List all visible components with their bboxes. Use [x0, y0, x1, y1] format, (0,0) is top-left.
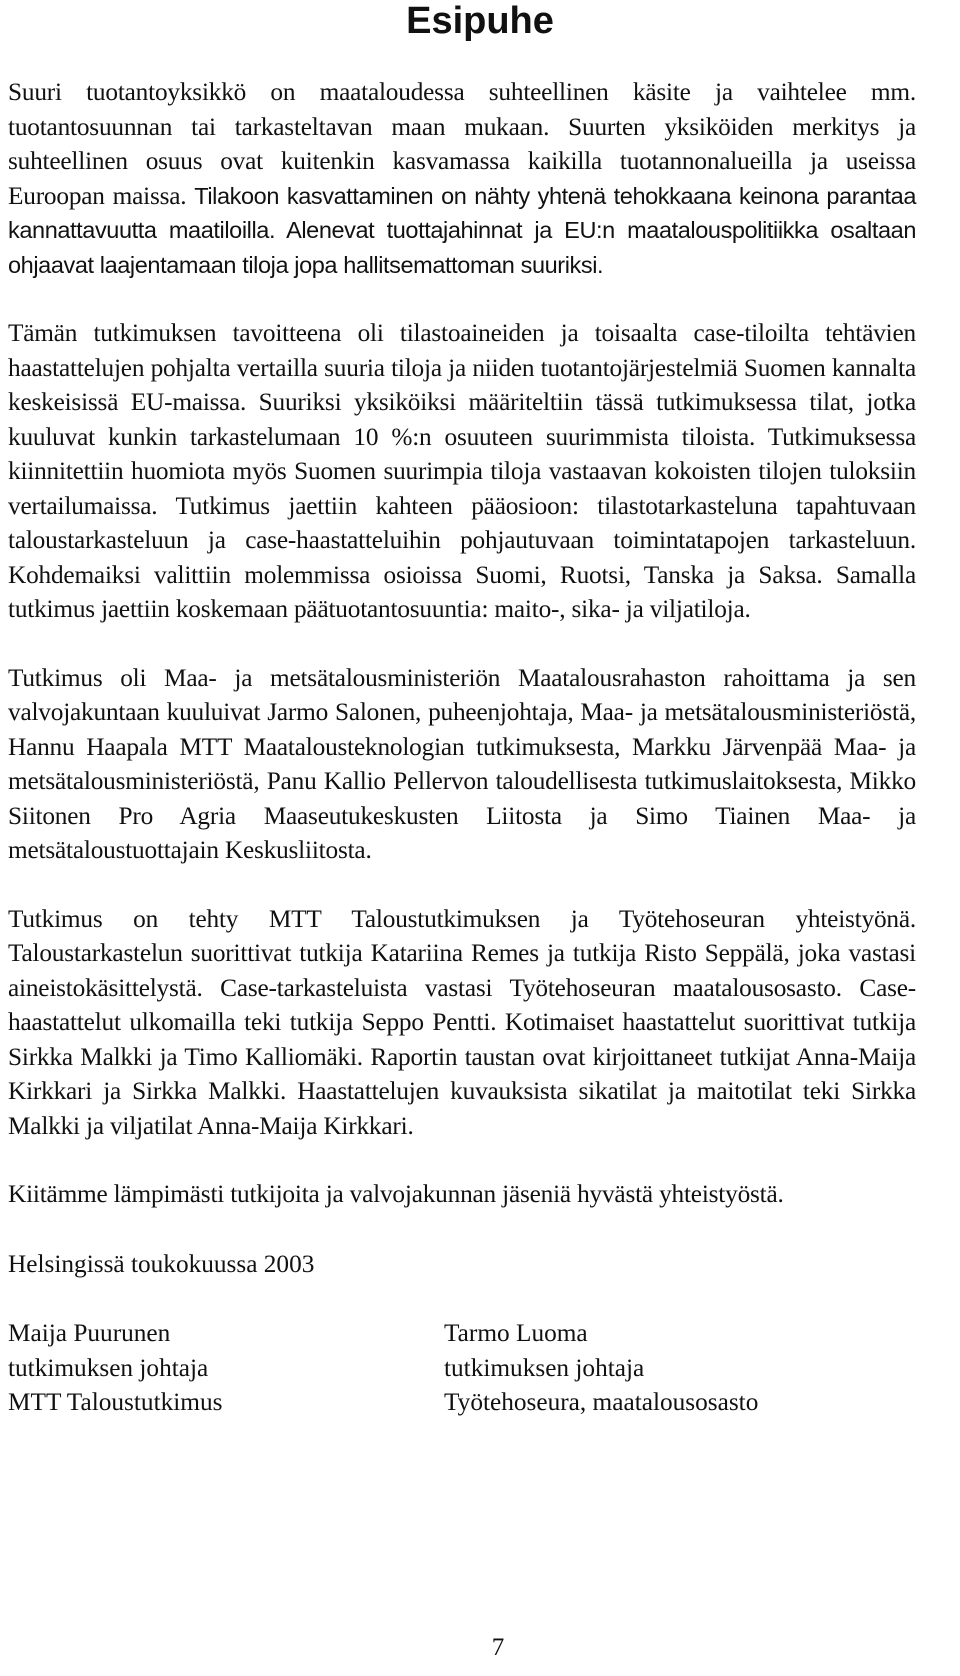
- signature-organization: MTT Taloustutkimus: [8, 1388, 223, 1416]
- signature-organization: Työtehoseura, maatalousosasto: [444, 1388, 759, 1416]
- place-date: Helsingissä toukokuussa 2003: [8, 1249, 315, 1278]
- paragraph-intro-lead: Suuri tuotantoyksikkö on maataloudessa suhteellinen käsite ja vaihtelee mm. tuotantosuunnan tai tarkasteltavan maan mukaan. Suurten yksiköiden merkitys ja suhteellinen osuus ovat kuitenkin kasvamassa kaikilla tuotannonalueilla ja useissa Euroopan maissa.: [8, 78, 916, 210]
- page-number: 7: [491, 1634, 505, 1661]
- paragraph-thanks: Kiitämme lämpimästi tutkijoita ja valvojakunnan jäseniä hyvästä yhteistyöstä.: [8, 1180, 784, 1208]
- paragraph-intro: [8, 75, 916, 282]
- paragraph-funding: Tutkimus oli Maa- ja metsätalousministeriön Maatalousrahaston rahoittama ja sen valvojakuntaan kuuluivat Jarmo Salonen, puheenjohtaja, Maa- ja metsätalousministeriöstä, Hannu Haapala MTT Maatalousteknologian tutkimuksesta, Markku Järvenpää Maa- ja metsätalousministeriöstä, Panu Kallio Pellervon taloudellisesta tutkimuslaitoksesta, Mikko Siitonen Pro Agria Maaseutukeskusten Liitosta ja Simo Tiainen Maa- ja metsätaloustuottajain Keskusliitosta.: [8, 663, 916, 864]
- signature-name: Maija Puurunen: [8, 1319, 171, 1347]
- signature-role: tutkimuksen johtaja: [444, 1353, 645, 1382]
- paragraph-aims: Tämän tutkimuksen tavoitteena oli tilastoaineiden ja toisaalta case-tiloilta tehtävien haastattelujen pohjalta vertailla suuria tiloja ja niiden tuotantojärjestelmiä Suomen kannalta keskeisissä EU-maissa. Suuriksi yksiköiksi määriteltiin tässä tutkimuksessa tilat, jotka kuuluvat kunkin tarkastelumaan 10 %:n osuuteen suurimmista tiloista. Tutkimuksessa kiinnitettiin huomiota myös Suomen suurimpia tiloja vastaavan kokoisten tilojen tuloksiin vertailumaissa. Tutkimus jaettiin kahteen pääosioon: tilastotarkasteluna tapahtuvaan taloustarkasteluun ja case-haastatteluihin pohjautuvaan toimintatapojen tarkasteluun. Kohdemaiksi valittiin molemmissa osioissa Suomi, Ruotsi, Tanska ja Saksa. Samalla tutkimus jaettiin koskemaan päätuotantosuuntia: maito-, sika- ja viljatiloja.: [8, 319, 916, 623]
- paragraph-collaboration: Tutkimus on tehty MTT Taloustutkimuksen ja Työtehoseuran yhteistyönä. Taloustarkastelun suorittivat tutkija Katariina Remes ja tutkija Risto Seppälä, joka vastasi aineistokäsittelystä. Case-tarkasteluista vastasi Työtehoseuran maatalousosasto. Case- haastattelut ulkomailla teki tutkija Seppo Pentti. Kotimaiset haastattelut suorittivat tutkija Sirkka Malkki ja Timo Kalliomäki. Raportin taustan ovat kirjoittaneet tutkijat Anna-Maija Kirkkari ja Sirkka Malkki. Haastattelujen kuvauksista sikatilat ja maitotilat teki Sirkka Malkki ja viljatilat Anna-Maija Kirkkari.: [8, 904, 916, 1140]
- paragraph-intro-middle: Tilakoon kasvattaminen on nähty yhtenä tehokkaana keinona parantaa kannattavuutta maatiloilla. Alenevat tuottajahinnat ja EU:n maatalouspolitiikka osaltaan ohjaavat laajentamaan tiloja jopa hallitsemattoman suuriksi.: [8, 182, 917, 278]
- signature-block: [8, 1316, 916, 1420]
- signature-name: Tarmo Luoma: [444, 1319, 588, 1347]
- signature-role: tutkimuksen johtaja: [8, 1353, 209, 1382]
- page-title: Esipuhe: [406, 0, 554, 42]
- signature-left: [8, 1316, 444, 1420]
- signature-right: [444, 1316, 758, 1420]
